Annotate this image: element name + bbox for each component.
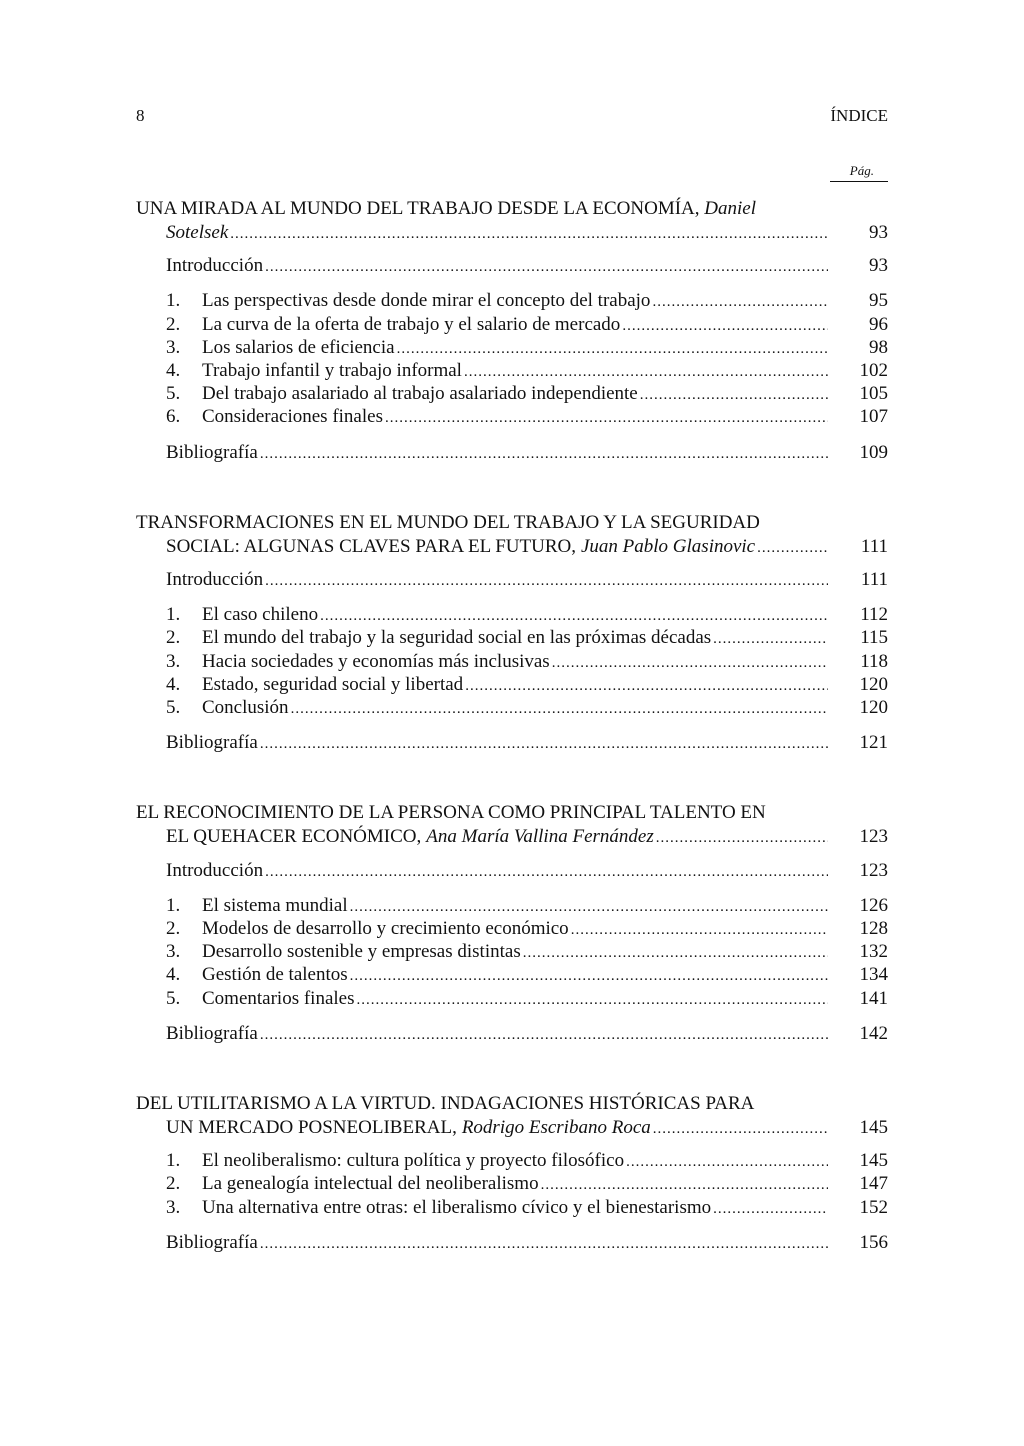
entry-label: Desarrollo sostenible y empresas distintas [202,941,521,963]
entry-page: 109 [859,441,888,463]
toc-entry[interactable] [136,604,888,627]
dot-leader [622,315,828,337]
entry-label: Estado, seguridad social y libertad [202,673,464,695]
chapter-title-line-1[interactable] [136,510,888,536]
chapter-title-line-2[interactable] [136,222,888,245]
entry-label: Gestión de talentos [202,964,348,986]
entry-label: Una alternativa entre otras: el liberalismo cívico y el bienestarismo [202,1196,712,1218]
page-number: 8 [136,106,145,125]
dot-leader [265,861,828,883]
entry-number: 1. [166,290,181,312]
entry-number: 3. [166,941,181,963]
chapter-author: Rodrigo Escribano Roca [461,1117,651,1139]
entry-page: 147 [859,1173,888,1195]
dot-leader [656,827,828,849]
dot-leader [265,570,828,592]
entry-number: 2. [166,918,181,940]
entry-number: 5. [166,383,181,405]
entry-page: 134 [859,964,888,986]
dot-leader [397,338,828,360]
dot-leader [541,1174,828,1196]
toc-entry[interactable] [136,964,888,987]
toc-entry[interactable] [136,383,888,406]
entry-label: Bibliografía [166,1231,258,1253]
entry-label: Introducción [166,569,264,591]
entry-label: Conclusión [202,697,289,719]
entry-number: 6. [166,406,181,428]
entry-page: 152 [859,1196,888,1218]
toc-entry[interactable] [136,1150,888,1173]
toc-entry[interactable] [136,627,888,650]
toc-entry[interactable] [136,674,888,697]
entry-page: 123 [859,859,888,881]
dot-leader [653,1118,828,1140]
toc-entry-bibliography[interactable] [136,442,888,465]
dot-leader [260,443,828,465]
chapter-author: Daniel [704,198,756,219]
table-of-contents [136,196,888,1300]
dot-leader [260,1233,828,1255]
chapter-author: Sotelsek [166,222,229,243]
toc-entry[interactable] [136,895,888,918]
dot-leader [350,896,828,918]
entry-number: 2. [166,313,181,335]
entry-label: Las perspectivas desde donde mirar el concepto del trabajo [202,290,651,312]
chapter-title: SOCIAL: ALGUNAS CLAVES PARA EL FUTURO, [166,535,576,557]
toc-entry[interactable] [136,406,888,429]
entry-page: 156 [859,1231,888,1253]
entry-page: 93 [869,255,888,277]
entry-number: 3. [166,1196,181,1218]
entry-label: El sistema mundial [202,894,348,916]
dot-leader [713,628,828,650]
dot-leader [626,1151,828,1173]
dot-leader [552,652,828,674]
entry-number: 4. [166,673,181,695]
dot-leader [265,256,828,278]
entry-label: El mundo del trabajo y la seguridad social en las próximas décadas [202,627,712,649]
toc-entry[interactable] [136,918,888,941]
entry-page: 107 [859,406,888,428]
dot-leader [357,989,829,1011]
page-column-label: Pág. [830,163,888,182]
toc-entry[interactable] [136,651,888,674]
entry-label: Introducción [166,859,264,881]
chapter-title-line-2[interactable] [136,536,888,559]
chapter-page: 123 [859,826,888,848]
entry-page: 145 [859,1150,888,1172]
chapter-title: EL QUEHACER ECONÓMICO, [166,826,422,848]
toc-entry[interactable] [136,1173,888,1196]
chapter-title: TRANSFORMACIONES EN EL MUNDO DEL TRABAJO Y LA SEGURIDAD [136,511,760,533]
chapter-author: Juan Pablo Glasinovic [580,535,756,557]
entry-label: La genealogía intelectual del neoliberalismo [202,1173,539,1195]
dot-leader [652,291,828,313]
toc-entry-introduction[interactable] [136,860,888,883]
entry-page: 112 [860,604,888,626]
chapter-page: 93 [869,222,888,243]
chapter-title: UN MERCADO POSNEOLIBERAL, [166,1117,457,1139]
dot-leader [230,223,828,245]
entry-label: Del trabajo asalariado al trabajo asalariado independiente [202,383,638,405]
dot-leader [260,1024,828,1046]
dot-leader [291,698,828,720]
toc-chapter [136,1091,888,1255]
entry-page: 102 [859,360,888,382]
entry-page: 105 [859,383,888,405]
toc-entry[interactable] [136,1197,888,1220]
chapter-title: EL RECONOCIMIENTO DE LA PERSONA COMO PRINCIPAL TALENTO EN [136,802,766,824]
entry-page: 115 [860,627,888,649]
entry-page: 95 [869,290,888,312]
entry-number: 3. [166,336,181,358]
entry-page: 126 [859,894,888,916]
entry-number: 2. [166,627,181,649]
chapter-title: UNA MIRADA AL MUNDO DEL TRABAJO DESDE LA ECONOMÍA, [136,198,700,219]
toc-entry[interactable] [136,360,888,383]
toc-entry-bibliography[interactable] [136,1023,888,1046]
entry-label: Bibliografía [166,1022,258,1044]
entry-label: Los salarios de eficiencia [202,336,395,358]
chapter-title-line-1[interactable] [136,800,888,826]
toc-chapter [136,196,888,465]
entry-page: 98 [869,336,888,358]
entry-number: 1. [166,1150,181,1172]
chapter-title: DEL UTILITARISMO A LA VIRTUD. INDAGACIONES HISTÓRICAS PARA [136,1093,755,1115]
entry-label: Trabajo infantil y trabajo informal [202,360,462,382]
dot-leader [571,919,828,941]
toc-entry[interactable] [136,314,888,337]
entry-page: 128 [859,918,888,940]
toc-entry-introduction[interactable] [136,255,888,278]
entry-page: 121 [859,732,888,754]
entry-label: El caso chileno [202,604,319,626]
toc-chapter [136,510,888,756]
entry-page: 142 [859,1022,888,1044]
entry-label: Hacia sociedades y economías más inclusivas [202,650,550,672]
entry-number: 5. [166,697,181,719]
entry-number: 5. [166,987,181,1009]
dot-leader [640,384,828,406]
toc-entry[interactable] [136,941,888,964]
entry-page: 132 [859,941,888,963]
chapter-page: 111 [860,535,888,557]
entry-page: 120 [859,673,888,695]
entry-number: 4. [166,964,181,986]
dot-leader [260,733,828,755]
toc-entry[interactable] [136,290,888,313]
toc-entry-introduction[interactable] [136,569,888,592]
toc-entry-bibliography[interactable] [136,732,888,755]
entry-number: 1. [166,604,181,626]
toc-entry[interactable] [136,988,888,1011]
entry-page: 141 [859,987,888,1009]
entry-label: Bibliografía [166,732,258,754]
dot-leader [464,361,828,383]
entry-label: Modelos de desarrollo y crecimiento económico [202,918,569,940]
toc-entry[interactable] [136,697,888,720]
chapter-title-line-1[interactable] [136,1091,888,1117]
entry-page: 118 [860,650,888,672]
dot-leader [385,407,828,429]
entry-label: Introducción [166,255,264,277]
dot-leader [320,605,828,627]
entry-label: La curva de la oferta de trabajo y el salario de mercado [202,313,621,335]
chapter-page: 145 [859,1117,888,1139]
entry-number: 2. [166,1173,181,1195]
entry-label: El neoliberalismo: cultura política y proyecto filosófico [202,1150,625,1172]
entry-number: 4. [166,360,181,382]
entry-label: Bibliografía [166,441,258,463]
entry-page: 120 [859,697,888,719]
entry-number: 3. [166,650,181,672]
chapter-title-line-1[interactable] [136,196,888,222]
entry-number: 1. [166,894,181,916]
dot-leader [757,537,828,559]
dot-leader [350,965,828,987]
running-head: ÍNDICE [830,106,888,125]
entry-page: 111 [860,569,888,591]
chapter-title-line-2[interactable] [136,1117,888,1140]
toc-entry-bibliography[interactable] [136,1232,888,1255]
toc-chapter [136,800,888,1046]
entry-label: Comentarios finales [202,987,355,1009]
dot-leader [523,942,828,964]
dot-leader [713,1198,828,1220]
chapter-title-line-2[interactable] [136,826,888,849]
entry-page: 96 [869,313,888,335]
dot-leader [465,675,828,697]
entry-label: Consideraciones finales [202,406,383,428]
toc-entry[interactable] [136,337,888,360]
chapter-author: Ana María Vallina Fernández [426,826,654,848]
